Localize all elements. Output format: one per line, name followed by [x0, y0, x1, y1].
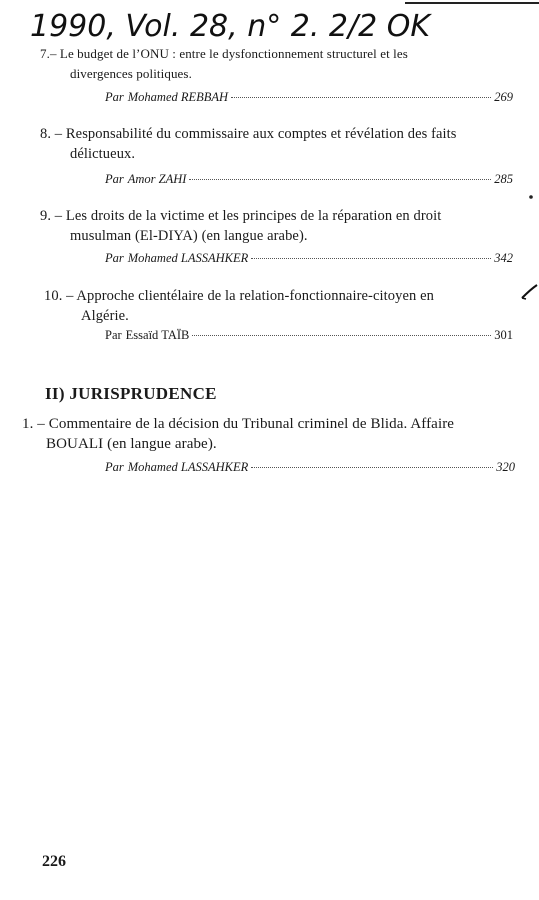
- entry-number: 8. –: [40, 126, 63, 142]
- author-name: Amor ZAHI: [127, 172, 187, 186]
- leader-dots: [192, 335, 491, 336]
- author-name: Mohamed LASSAHKER: [127, 251, 249, 265]
- entry-title: [40, 206, 441, 246]
- leader-dots: [251, 467, 493, 468]
- entry-title: [44, 286, 434, 326]
- entry-title-line-1: Les droits de la victime et les principes de la réparation en droit: [62, 208, 442, 224]
- par-label: Par: [105, 460, 124, 474]
- entry-title-line-2: musulman (El-DIYA) (en langue arabe).: [70, 228, 308, 244]
- author-name: Mohamed REBBAH: [127, 90, 229, 104]
- page-number: 269: [494, 90, 513, 104]
- par-label: Par: [105, 328, 122, 342]
- leader-dots: [251, 258, 491, 259]
- page-number: 301: [494, 328, 513, 342]
- par-label: Par: [105, 172, 124, 186]
- margin-dot-mark: [528, 194, 534, 200]
- entry-title: [40, 44, 408, 84]
- page-folio: 226: [42, 853, 66, 870]
- handwritten-annotation: [30, 6, 535, 44]
- top-rule: [405, 2, 539, 4]
- entry-title-line-2: divergences politiques.: [70, 66, 192, 81]
- entry-byline: [105, 251, 513, 266]
- entry-number: 1. –: [22, 416, 45, 432]
- entry-title: [40, 124, 457, 164]
- entry-byline: [105, 460, 515, 475]
- page-number: 285: [494, 172, 513, 186]
- entry-title: [22, 414, 454, 454]
- entry-title-line-2: Algérie.: [81, 308, 129, 324]
- par-label: Par: [105, 251, 124, 265]
- page-number: 342: [494, 251, 513, 265]
- entry-title-line-2: BOUALI (en langue arabe).: [46, 436, 217, 452]
- entry-title-line-1: Le budget de l’ONU : entre le dysfonctionnement structurel et les: [56, 46, 408, 61]
- entry-number: 7.–: [40, 46, 57, 61]
- entry-byline: [105, 328, 513, 343]
- leader-dots: [189, 179, 491, 180]
- entry-byline: [105, 172, 513, 187]
- author-name: Mohamed LASSAHKER: [127, 460, 249, 474]
- entry-title-line-1: Responsabilité du commissaire aux comptes et révélation des faits: [62, 126, 457, 142]
- entry-number: 10. –: [44, 288, 74, 304]
- entry-title-line-1: Approche clientélaire de la relation-fonctionnaire-citoyen en: [73, 288, 434, 304]
- author-name: Essaïd TAÏB: [125, 328, 190, 342]
- entry-title-line-2: délictueux.: [70, 146, 136, 162]
- page-number: 320: [496, 460, 515, 474]
- par-label: Par: [105, 90, 124, 104]
- handwritten-annotation-text: 1990, Vol. 28, n° 2. 2/2 OK: [30, 9, 431, 44]
- leader-dots: [231, 97, 491, 98]
- entry-byline: [105, 90, 513, 105]
- entry-number: 9. –: [40, 208, 63, 224]
- entry-title-line-1: Commentaire de la décision du Tribunal criminel de Blida. Affaire: [44, 416, 455, 432]
- checkmark-icon: [520, 282, 539, 302]
- section-heading: II) JURISPRUDENCE: [45, 384, 217, 403]
